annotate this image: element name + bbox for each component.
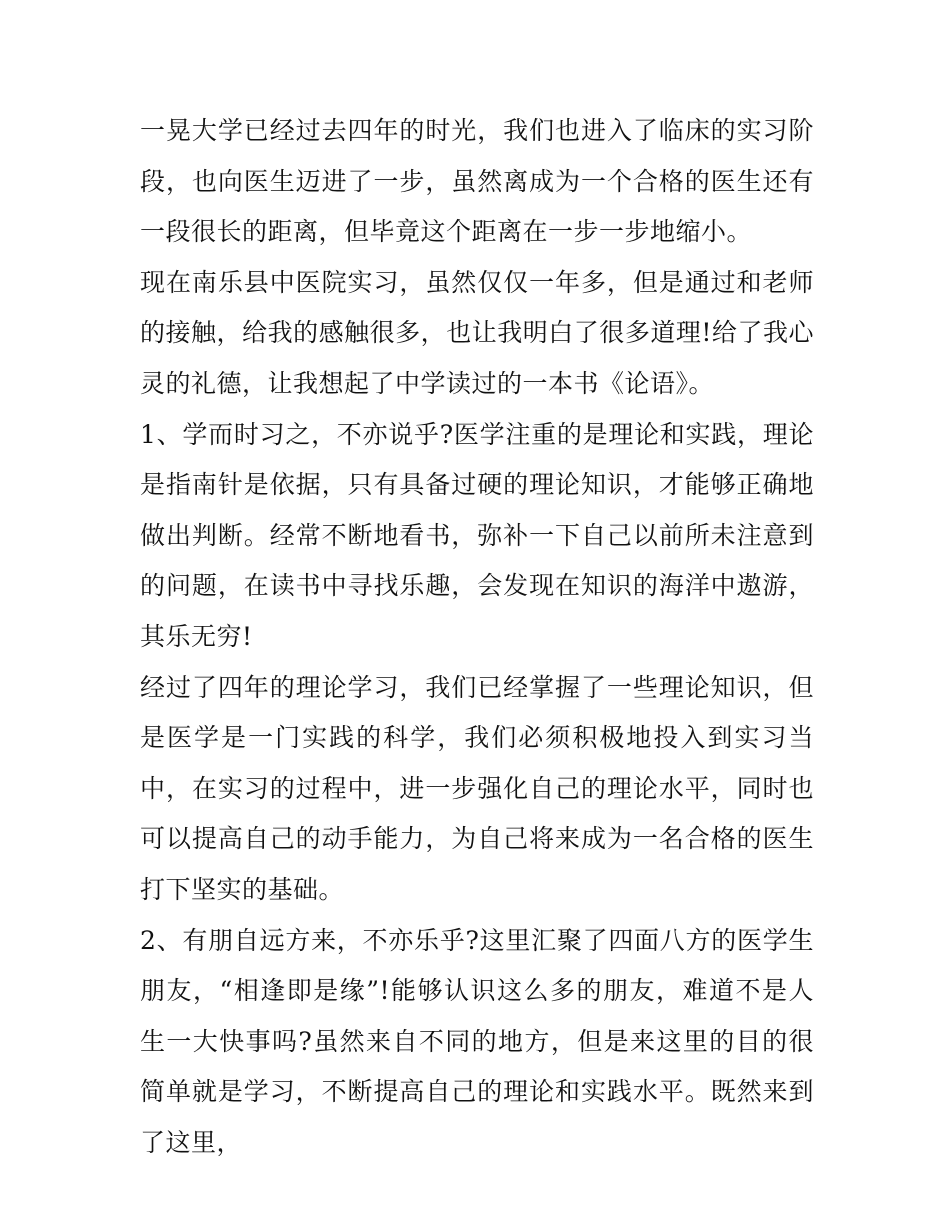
paragraph-2: 现在南乐县中医院实习，虽然仅仅一年多，但是通过和老师的接触，给我的感触很多，也让我明白了很多道理!给了我心灵的礼德，让我想起了中学读过的一本书《论语》。: [140, 267, 814, 398]
paragraph-3: 1、学而时习之，不亦说乎?医学注重的是理论和实践，理论是指南针是依据，只有具备过硬的理论知识，才能够正确地做出判断。经常不断地看书，弥补一下自己以前所未注意到的问题，在读书中寻找乐趣，会发现在知识的海洋中遨游，其乐无穷!: [140, 419, 814, 651]
document-body: [140, 106, 814, 1168]
paragraph-5: 2、有朋自远方来，不亦乐乎?这里汇聚了四面八方的医学生朋友，“相逢即是缘”!能够认识这么多的朋友，难道不是人生一大快事吗?虽然来自不同的地方，但是来这里的目的很简单就是学习，不断提高自己的理论和实践水平。既然来到了这里，: [140, 925, 814, 1157]
paragraph-1: 一晃大学已经过去四年的时光，我们也进入了临床的实习阶段，也向医生迈进了一步，虽然离成为一个合格的医生还有一段很长的距离，但毕竟这个距离在一步一步地缩小。: [140, 116, 814, 247]
paragraph-4: 经过了四年的理论学习，我们已经掌握了一些理论知识，但是医学是一门实践的科学，我们必须积极地投入到实习当中，在实习的过程中，进一步强化自己的理论水平，同时也可以提高自己的动手能力，为自己将来成为一名合格的医生打下坚实的基础。: [140, 672, 814, 904]
